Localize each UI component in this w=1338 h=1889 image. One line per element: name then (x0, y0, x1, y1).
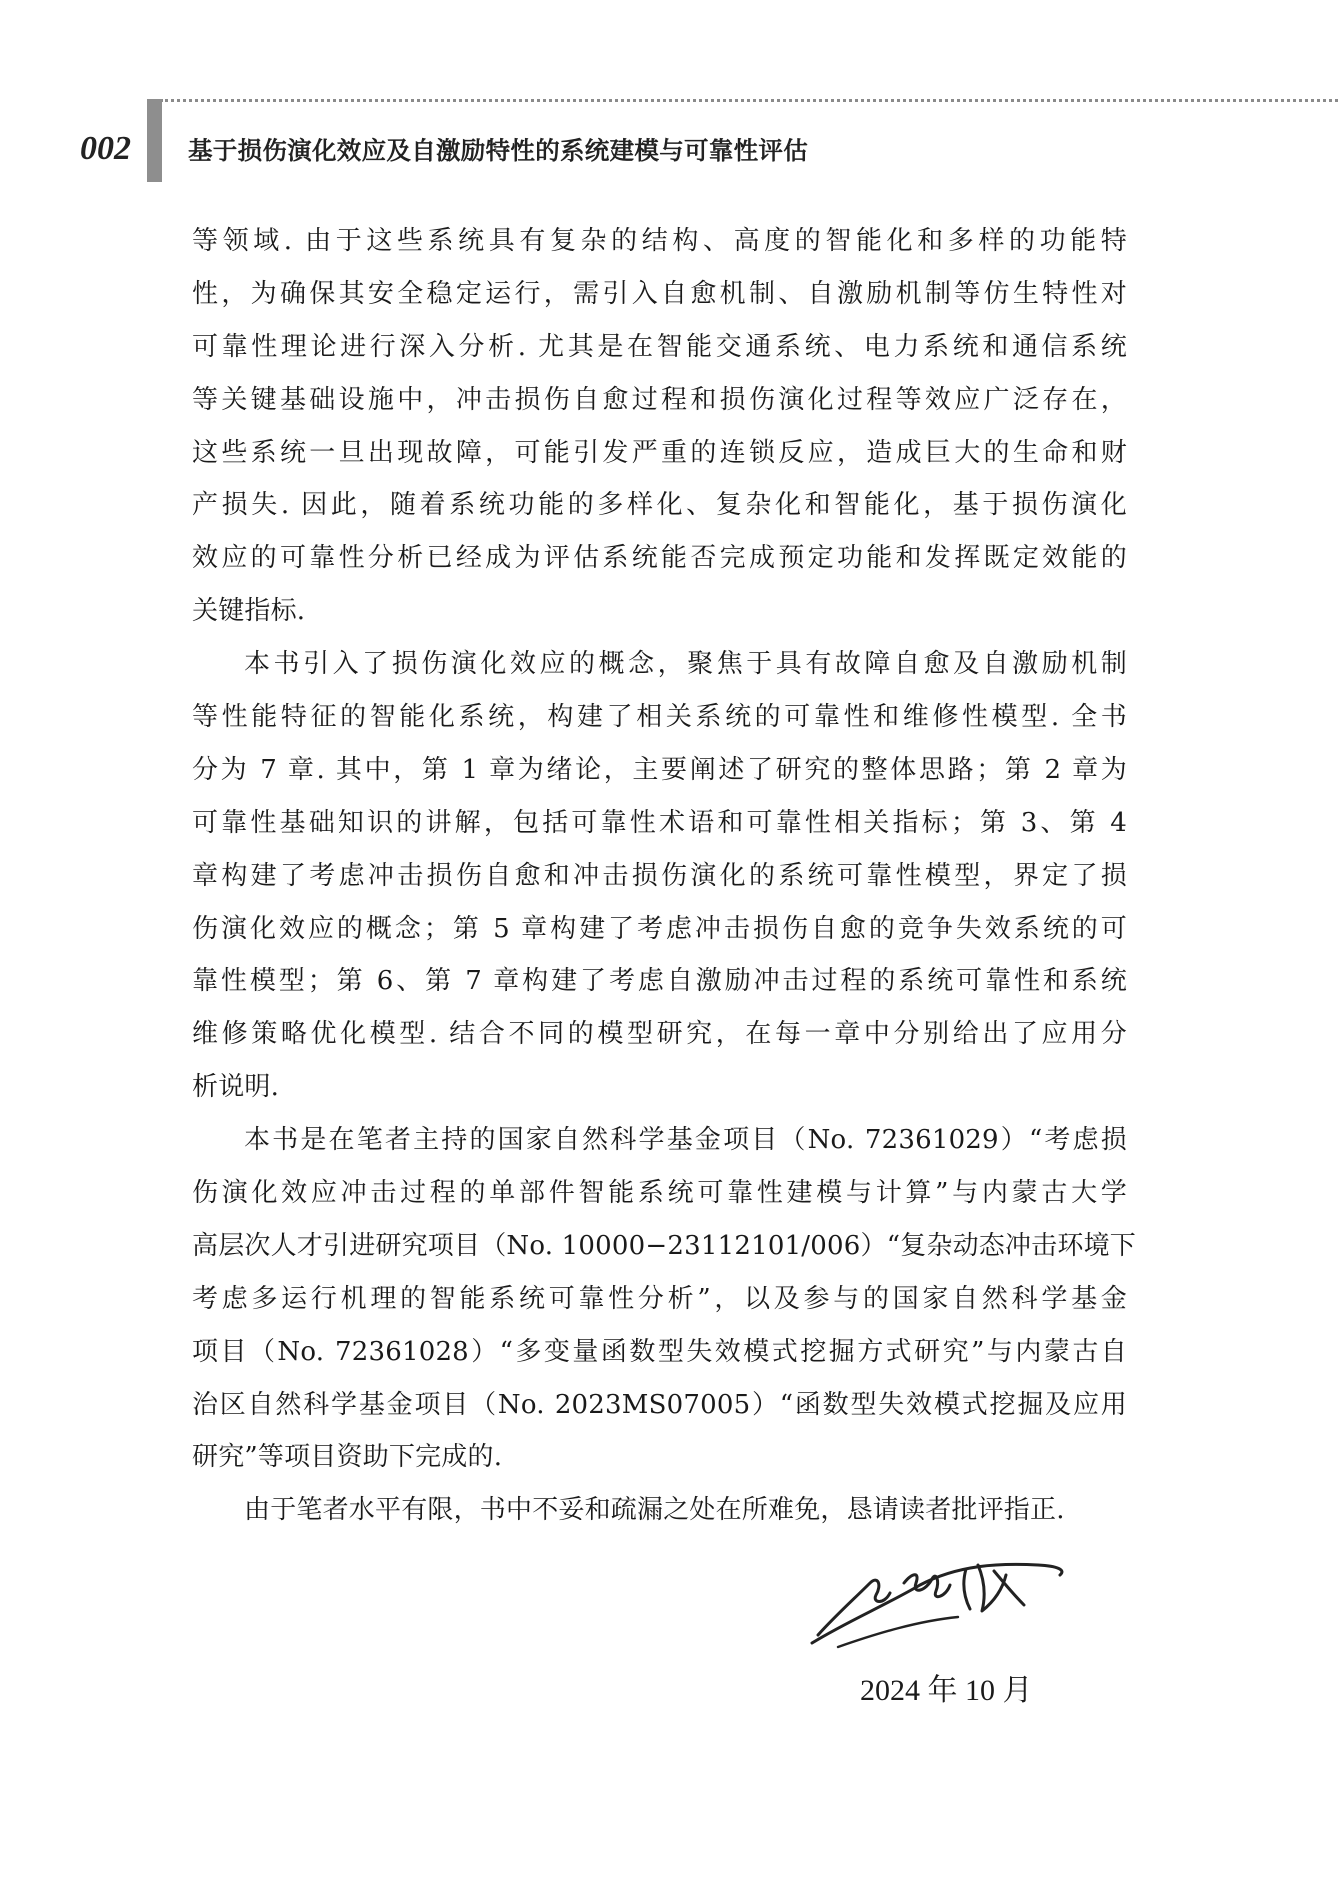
page-number: 002 (80, 130, 131, 167)
text-line: 可靠性理论进行深入分析. 尤其是在智能交通系统、电力系统和通信系统 (192, 331, 1127, 362)
text-line: 靠性模型；第 6、第 7 章构建了考虑自激励冲击过程的系统可靠性和系统 (192, 966, 1127, 997)
header-dotted-rule (160, 99, 1338, 102)
signature-date: 2024 年 10 月 (860, 1674, 1033, 1707)
text-line: 高层次人才引进研究项目（No. 10000−23112101/006）“复杂动态冲击环境下 (192, 1230, 1136, 1261)
text-line: 维修策略优化模型. 结合不同的模型研究，在每一章中分别给出了应用分 (192, 1019, 1127, 1050)
author-signature (808, 1525, 1068, 1665)
text-line: 等领域. 由于这些系统具有复杂的结构、高度的智能化和多样的功能特 (192, 226, 1127, 256)
text-line: 由于笔者水平有限，书中不妥和疏漏之处在所难免，恳请读者批评指正. (244, 1495, 1065, 1526)
text-line: 关键指标. (192, 596, 306, 627)
text-line: 治区自然科学基金项目（No. 2023MS07005）“函数型失效模式挖掘及应用 (192, 1389, 1127, 1420)
body-text (192, 215, 1136, 1537)
text-line: 考虑多运行机理的智能系统可靠性分析”，以及参与的国家自然科学基金 (192, 1283, 1127, 1314)
text-line: 这些系统一旦出现故障，可能引发严重的连锁反应，造成巨大的生命和财 (192, 437, 1127, 468)
text-line: 效应的可靠性分析已经成为评估系统能否完成预定功能和发挥既定效能的 (192, 543, 1127, 574)
text-line: 伤演化效应冲击过程的单部件智能系统可靠性建模与计算”与内蒙古大学 (192, 1178, 1127, 1209)
text-line: 可靠性基础知识的讲解，包括可靠性术语和可靠性相关指标；第 3、第 4 (192, 807, 1127, 838)
text-line: 研究”等项目资助下完成的. (192, 1442, 503, 1473)
text-line: 项目（No. 72361028）“多变量函数型失效模式挖掘方式研究”与内蒙古自 (192, 1336, 1127, 1367)
text-line: 分为 7 章. 其中，第 1 章为绪论，主要阐述了研究的整体思路；第 2 章为 (192, 754, 1127, 785)
text-line: 性，为确保其安全稳定运行，需引入自愈机制、自激励机制等仿生特性对 (192, 278, 1127, 309)
running-title: 基于损伤演化效应及自激励特性的系统建模与可靠性评估 (188, 136, 808, 165)
text-line: 等关键基础设施中，冲击损伤自愈过程和损伤演化过程等效应广泛存在， (192, 384, 1127, 415)
text-line: 等性能特征的智能化系统，构建了相关系统的可靠性和维修性模型. 全书 (192, 702, 1127, 733)
text-line: 本书是在笔者主持的国家自然科学基金项目（No. 72361029）“考虑损 (244, 1125, 1127, 1156)
text-line: 伤演化效应的概念；第 5 章构建了考虑冲击损伤自愈的竞争失效系统的可 (192, 913, 1127, 944)
text-line: 析说明. (192, 1072, 280, 1103)
text-line: 本书引入了损伤演化效应的概念，聚焦于具有故障自愈及自激励机制 (244, 649, 1127, 680)
header-gray-bar (147, 99, 162, 182)
text-line: 产损失. 因此，随着系统功能的多样化、复杂化和智能化，基于损伤演化 (192, 490, 1127, 521)
text-line: 章构建了考虑冲击损伤自愈和冲击损伤演化的系统可靠性模型，界定了损 (192, 860, 1127, 891)
